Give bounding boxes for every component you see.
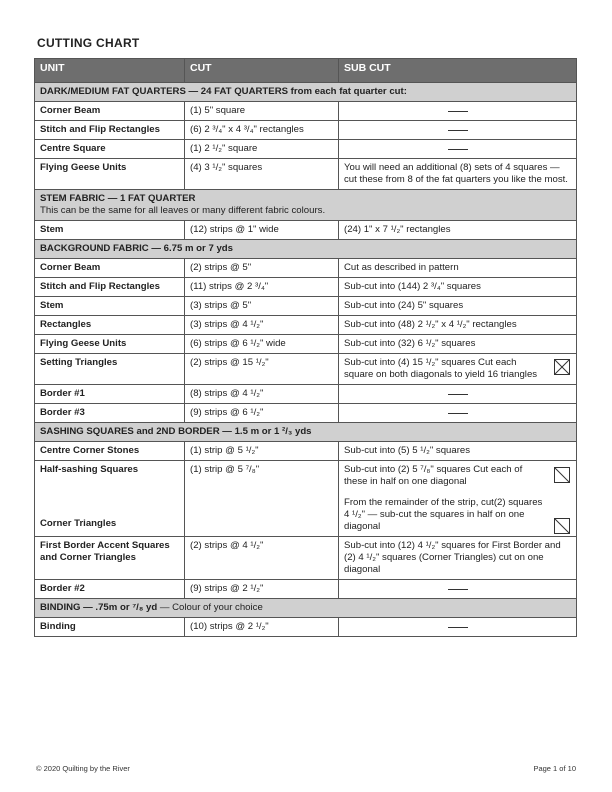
table-row: [35, 385, 577, 404]
column-header-unit: UNIT: [35, 59, 185, 83]
unit-label: Corner Triangles: [40, 518, 117, 529]
table-row: [35, 618, 577, 637]
cutting-chart-table: [34, 58, 577, 637]
unit-cell: Flying Geese Units: [35, 335, 185, 354]
cut-cell: (2) strips @ 15 ¹/₂": [185, 354, 339, 385]
section-note: — Colour of your choice: [157, 602, 263, 613]
cut-cell: (1) strip @ 5 ¹/₂": [185, 442, 339, 461]
cut-cell: (1) 2 ¹/₂" square: [185, 140, 339, 159]
subcut-cell: Sub-cut into (24) 5" squares: [339, 297, 577, 316]
subcut-cell: [339, 354, 577, 385]
subcut-cell: Sub-cut into (12) 4 ¹/₂" squares for First Border and (2) 4 ¹/₂" squares (Corner Triangles) cut on one diagonal: [339, 537, 577, 580]
dash-icon: [448, 413, 468, 414]
cut-cell: (9) strips @ 6 ¹/₂": [185, 404, 339, 423]
subcut-text: From the remainder of the strip, cut(2) squares 4 ¹/₂" — sub-cut the squares in half on one diagonal: [344, 497, 543, 532]
table-row: [35, 278, 577, 297]
cut-cell: (2) strips @ 5": [185, 259, 339, 278]
subcut-cell: [339, 580, 577, 599]
unit-cell: Border #2: [35, 580, 185, 599]
subcut-text: Sub-cut into (4) 15 ¹/₂" squares Cut each square on both diagonals to yield 16 triangles: [344, 357, 538, 380]
table-row: [35, 259, 577, 278]
section-dark-medium: [35, 83, 577, 102]
footer-page-number: Page 1 of 10: [533, 764, 576, 773]
square-x-icon: [554, 359, 570, 375]
subcut-cell: [339, 404, 577, 423]
section-background-fabric: [35, 240, 577, 259]
cut-cell: (2) strips @ 4 ¹/₂": [185, 537, 339, 580]
dash-icon: [448, 394, 468, 395]
table-header-row: [35, 59, 577, 83]
dash-icon: [448, 627, 468, 628]
subcut-cell: [339, 140, 577, 159]
dash-icon: [448, 130, 468, 131]
unit-cell: Stitch and Flip Rectangles: [35, 278, 185, 297]
footer-copyright: © 2020 Quilting by the River: [36, 764, 130, 773]
subcut-cell: [339, 121, 577, 140]
unit-cell: Corner Beam: [35, 102, 185, 121]
table-row: [35, 442, 577, 461]
subcut-cell: [339, 461, 577, 537]
unit-cell: [35, 461, 185, 537]
cut-cell: (6) strips @ 6 ¹/₂" wide: [185, 335, 339, 354]
section-title: STEM FABRIC — 1 FAT QUARTER: [40, 193, 196, 204]
cut-cell: (1) strip @ 5 ⁷/₈": [185, 461, 339, 537]
section-title: BACKGROUND FABRIC — 6.75 m or 7 yds: [40, 243, 233, 254]
subcut-cell: [339, 385, 577, 404]
table-row: [35, 537, 577, 580]
unit-cell: Rectangles: [35, 316, 185, 335]
subcut-cell: Sub-cut into (32) 6 ¹/₂" squares: [339, 335, 577, 354]
cut-cell: (6) 2 ³/₄" x 4 ³/₄" rectangles: [185, 121, 339, 140]
unit-cell: Stem: [35, 221, 185, 240]
table-row: [35, 159, 577, 190]
cut-cell: (11) strips @ 2 ³/₄": [185, 278, 339, 297]
unit-cell: Centre Square: [35, 140, 185, 159]
page-title: CUTTING CHART: [37, 36, 140, 50]
subcut-cell: You will need an additional (8) sets of 4 squares — cut these from 8 of the fat quarters you like the most.: [339, 159, 577, 190]
table-row: [35, 140, 577, 159]
cut-cell: (3) strips @ 4 ¹/₂": [185, 316, 339, 335]
column-header-subcut: SUB CUT: [339, 59, 577, 83]
table-row: [35, 354, 577, 385]
subcut-cell: (24) 1" x 7 ¹/₂" rectangles: [339, 221, 577, 240]
table-row: [35, 404, 577, 423]
table-row: [35, 580, 577, 599]
dash-icon: [448, 589, 468, 590]
subcut-cell: [339, 102, 577, 121]
table-row: [35, 461, 577, 537]
unit-cell: Binding: [35, 618, 185, 637]
section-binding: [35, 599, 577, 618]
subcut-cell: Cut as described in pattern: [339, 259, 577, 278]
square-diagonal-icon: [554, 467, 570, 483]
section-stem-fabric: [35, 190, 577, 221]
table-row: [35, 221, 577, 240]
subcut-cell: Sub-cut into (5) 5 ¹/₂" squares: [339, 442, 577, 461]
square-diagonal-icon: [554, 518, 570, 534]
section-title: DARK/MEDIUM FAT QUARTERS — 24 FAT QUARTERS from each fat quarter cut:: [40, 86, 407, 97]
cut-cell: (4) 3 ¹/₂" squares: [185, 159, 339, 190]
unit-cell: Stem: [35, 297, 185, 316]
unit-cell: First Border Accent Squares and Corner Triangles: [35, 537, 185, 580]
dash-icon: [448, 149, 468, 150]
table-row: [35, 297, 577, 316]
unit-cell: Corner Beam: [35, 259, 185, 278]
subcut-cell: [339, 618, 577, 637]
cut-cell: (9) strips @ 2 ¹/₂": [185, 580, 339, 599]
section-title: SASHING SQUARES and 2ND BORDER — 1.5 m or 1 ²/₃ yds: [40, 426, 312, 437]
unit-cell: Flying Geese Units: [35, 159, 185, 190]
subcut-cell: Sub-cut into (144) 2 ³/₄" squares: [339, 278, 577, 297]
table-row: [35, 102, 577, 121]
table-row: [35, 121, 577, 140]
table-row: [35, 335, 577, 354]
dash-icon: [448, 111, 468, 112]
unit-cell: Stitch and Flip Rectangles: [35, 121, 185, 140]
column-header-cut: CUT: [185, 59, 339, 83]
section-note: This can be the same for all leaves or many different fabric colours.: [40, 205, 326, 216]
unit-cell: Centre Corner Stones: [35, 442, 185, 461]
unit-label: Half-sashing Squares: [40, 464, 139, 475]
cut-cell: (12) strips @ 1" wide: [185, 221, 339, 240]
subcut-text: Sub-cut into (2) 5 ⁷/₈" squares Cut each of these in half on one diagonal: [344, 464, 523, 487]
cut-cell: (10) strips @ 2 ¹/₂": [185, 618, 339, 637]
table-row: [35, 316, 577, 335]
cut-cell: (1) 5" square: [185, 102, 339, 121]
subcut-cell: Sub-cut into (48) 2 ¹/₂" x 4 ¹/₂" rectangles: [339, 316, 577, 335]
unit-cell: Border #3: [35, 404, 185, 423]
cut-cell: (8) strips @ 4 ¹/₂": [185, 385, 339, 404]
section-title: BINDING — .75m or ⁷/₈ yd: [40, 602, 158, 613]
cut-cell: (3) strips @ 5": [185, 297, 339, 316]
section-sashing: [35, 423, 577, 442]
unit-cell: Border #1: [35, 385, 185, 404]
unit-cell: Setting Triangles: [35, 354, 185, 385]
